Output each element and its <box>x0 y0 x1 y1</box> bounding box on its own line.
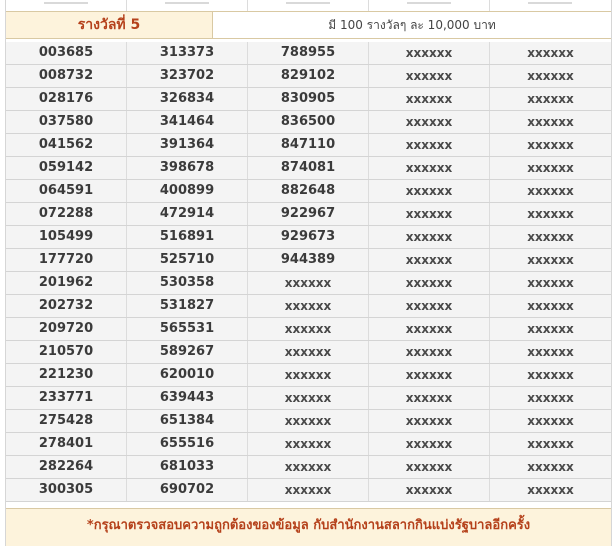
lottery-number-cell: 651384 <box>127 410 248 432</box>
lottery-number-cell: 275428 <box>6 410 127 432</box>
table-row <box>6 65 611 88</box>
prize-results-panel <box>5 0 612 546</box>
table-row <box>6 203 611 226</box>
lottery-number-cell: xxxxxx <box>369 226 490 248</box>
lottery-number-cell: 922967 <box>248 203 369 225</box>
lottery-number-cell: xxxxxx <box>248 272 369 294</box>
lottery-number-cell: 278401 <box>6 433 127 455</box>
lottery-number-cell: 882648 <box>248 180 369 202</box>
lottery-number-cell: xxxxxx <box>527 253 574 267</box>
lottery-number-cell: xxxxxx <box>527 230 574 244</box>
table-row <box>6 134 611 157</box>
table-row <box>6 157 611 180</box>
table-row <box>6 180 611 203</box>
lottery-number-cell: xxxxxx <box>369 479 490 501</box>
lottery-number-cell: 655516 <box>127 433 248 455</box>
lottery-number-cell: 210570 <box>6 341 127 363</box>
lottery-number-cell: xxxxxx <box>369 180 490 202</box>
lottery-number-cell: xxxxxx <box>369 433 490 455</box>
prize-description: มี 100 รางวัลๆ ละ 10,000 บาท <box>328 18 496 32</box>
lottery-number-cell: 681033 <box>127 456 248 478</box>
table-row <box>6 42 611 65</box>
lottery-number-cell: xxxxxx <box>369 318 490 340</box>
lottery-number-cell: xxxxxx <box>369 157 490 179</box>
lottery-number-cell: 003685 <box>6 42 127 64</box>
lottery-number-cell: 282264 <box>6 456 127 478</box>
lottery-number-cell: xxxxxx <box>248 433 369 455</box>
lottery-number-cell: 398678 <box>127 157 248 179</box>
lottery-number-cell: 341464 <box>127 111 248 133</box>
lottery-number-cell: xxxxxx <box>248 318 369 340</box>
lottery-number-cell: xxxxxx <box>527 207 574 221</box>
lottery-number-cell: xxxxxx <box>527 322 574 336</box>
lottery-number-cell: 400899 <box>127 180 248 202</box>
lottery-number-cell: 326834 <box>127 88 248 110</box>
lottery-number-cell: xxxxxx <box>369 364 490 386</box>
lottery-number-cell: 233771 <box>6 387 127 409</box>
strip-cell <box>6 0 127 11</box>
table-row <box>6 272 611 295</box>
lottery-number-cell: xxxxxx <box>369 203 490 225</box>
lottery-number-cell: xxxxxx <box>527 460 574 474</box>
table-row <box>6 387 611 410</box>
lottery-number-cell: 105499 <box>6 226 127 248</box>
lottery-number-cell: 829102 <box>248 65 369 87</box>
lottery-number-cell: xxxxxx <box>369 272 490 294</box>
lottery-number-cell: 201962 <box>6 272 127 294</box>
lottery-number-cell: xxxxxx <box>369 456 490 478</box>
table-row <box>6 295 611 318</box>
lottery-number-cell: xxxxxx <box>527 414 574 428</box>
lottery-number-cell: xxxxxx <box>527 299 574 313</box>
lottery-number-cell: 836500 <box>248 111 369 133</box>
lottery-number-cell: 028176 <box>6 88 127 110</box>
lottery-number-cell: xxxxxx <box>369 249 490 271</box>
lottery-number-cell: 690702 <box>127 479 248 501</box>
lottery-number-cell: xxxxxx <box>369 410 490 432</box>
table-row <box>6 249 611 272</box>
lottery-number-cell: xxxxxx <box>248 387 369 409</box>
lottery-number-cell: 209720 <box>6 318 127 340</box>
table-row <box>6 433 611 456</box>
lottery-number-cell: xxxxxx <box>369 295 490 317</box>
lottery-number-cell: xxxxxx <box>527 437 574 451</box>
lottery-number-cell: 525710 <box>127 249 248 271</box>
lottery-number-cell: 064591 <box>6 180 127 202</box>
lottery-number-cell: 221230 <box>6 364 127 386</box>
lottery-number-cell: 620010 <box>127 364 248 386</box>
lottery-number-cell: xxxxxx <box>369 134 490 156</box>
lottery-number-cell: xxxxxx <box>369 341 490 363</box>
lottery-number-cell: xxxxxx <box>527 138 574 152</box>
lottery-number-cell: xxxxxx <box>527 92 574 106</box>
lottery-number-cell: xxxxxx <box>527 46 574 60</box>
table-row <box>6 88 611 111</box>
lottery-number-cell: xxxxxx <box>369 88 490 110</box>
lottery-number-cell: 041562 <box>6 134 127 156</box>
strip-cell <box>127 0 248 11</box>
strip-cell <box>490 0 611 11</box>
lottery-number-cell: xxxxxx <box>369 42 490 64</box>
table-row <box>6 456 611 479</box>
lottery-number-cell: xxxxxx <box>248 364 369 386</box>
lottery-number-cell: 530358 <box>127 272 248 294</box>
lottery-number-cell: xxxxxx <box>527 184 574 198</box>
lottery-number-cell: 059142 <box>6 157 127 179</box>
lottery-number-cell: xxxxxx <box>248 456 369 478</box>
lottery-number-cell: xxxxxx <box>527 483 574 497</box>
lottery-number-cell: 300305 <box>6 479 127 501</box>
lottery-number-cell: xxxxxx <box>527 161 574 175</box>
lottery-number-cell: 589267 <box>127 341 248 363</box>
table-row <box>6 479 611 502</box>
lottery-number-cell: 874081 <box>248 157 369 179</box>
lottery-number-cell: 472914 <box>127 203 248 225</box>
lottery-number-cell: 788955 <box>248 42 369 64</box>
prize-header <box>6 11 611 39</box>
lottery-number-cell: xxxxxx <box>527 69 574 83</box>
lottery-number-cell: xxxxxx <box>527 115 574 129</box>
table-row <box>6 318 611 341</box>
lottery-number-cell: 037580 <box>6 111 127 133</box>
lottery-number-cell: xxxxxx <box>527 345 574 359</box>
lottery-number-cell: 639443 <box>127 387 248 409</box>
strip-cell <box>248 0 369 11</box>
lottery-number-cell: xxxxxx <box>527 368 574 382</box>
lottery-number-cell: 944389 <box>248 249 369 271</box>
lottery-number-cell: 072288 <box>6 203 127 225</box>
lottery-number-cell: 929673 <box>248 226 369 248</box>
lottery-number-cell: 202732 <box>6 295 127 317</box>
lottery-number-cell: xxxxxx <box>369 111 490 133</box>
table-row <box>6 364 611 387</box>
table-row <box>6 111 611 134</box>
lottery-number-cell: 830905 <box>248 88 369 110</box>
lottery-number-cell: 323702 <box>127 65 248 87</box>
lottery-number-cell: xxxxxx <box>527 276 574 290</box>
table-row <box>6 410 611 433</box>
numbers-table <box>6 42 611 502</box>
lottery-number-cell: xxxxxx <box>369 387 490 409</box>
lottery-number-cell: xxxxxx <box>248 410 369 432</box>
lottery-number-cell: xxxxxx <box>248 341 369 363</box>
lottery-number-cell: 847110 <box>248 134 369 156</box>
lottery-number-cell: xxxxxx <box>369 65 490 87</box>
strip-cell <box>369 0 490 11</box>
lottery-number-cell: xxxxxx <box>527 391 574 405</box>
table-row <box>6 226 611 249</box>
lottery-number-cell: 531827 <box>127 295 248 317</box>
lottery-number-cell: xxxxxx <box>248 295 369 317</box>
lottery-number-cell: xxxxxx <box>248 479 369 501</box>
lottery-number-cell: 313373 <box>127 42 248 64</box>
lottery-number-cell: 008732 <box>6 65 127 87</box>
lottery-number-cell: 391364 <box>127 134 248 156</box>
verification-note: *กรุณาตรวจสอบความถูกต้องของข้อมูล กับสำนักงานสลากกินแบ่งรัฐบาลอีกครั้ง <box>6 508 611 546</box>
prize-label: รางวัลที่ 5 <box>6 12 213 38</box>
lottery-number-cell: 565531 <box>127 318 248 340</box>
lottery-number-cell: 516891 <box>127 226 248 248</box>
previous-section-remnant <box>6 0 611 11</box>
table-row <box>6 341 611 364</box>
lottery-number-cell: 177720 <box>6 249 127 271</box>
